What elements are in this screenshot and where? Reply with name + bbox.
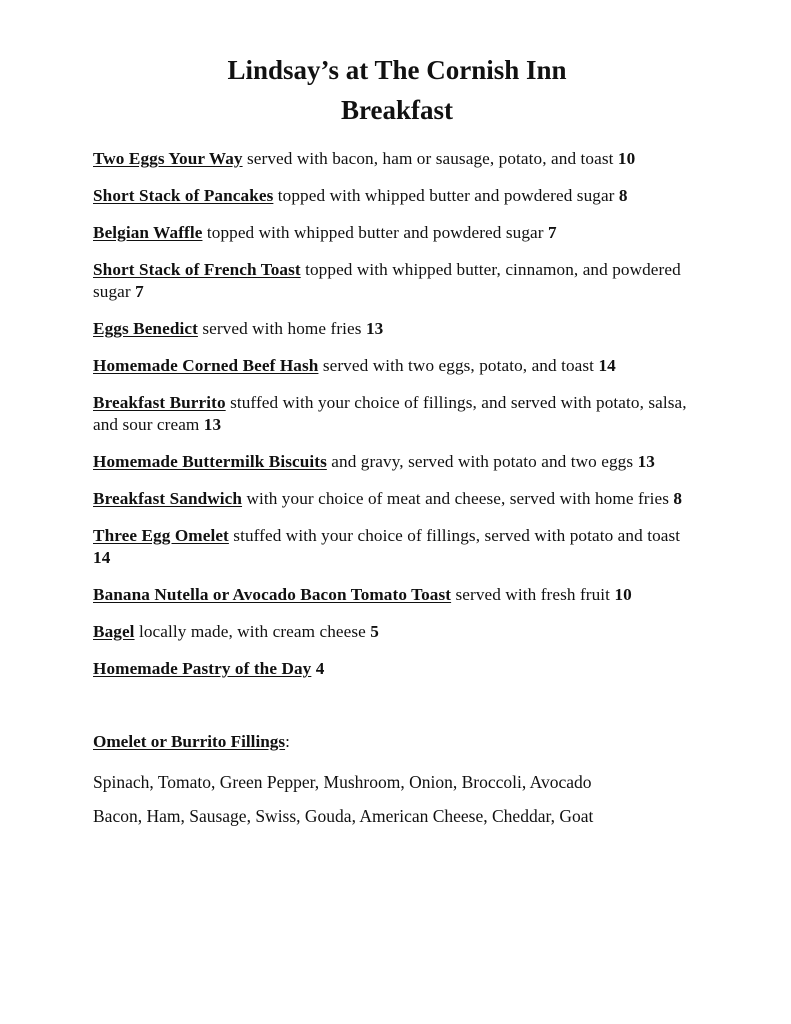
menu-item-name: Breakfast Burrito [93, 393, 226, 412]
menu-item [93, 148, 701, 170]
menu-item-price: 5 [370, 622, 379, 641]
menu-item-price: 8 [618, 186, 628, 205]
menu-items-list [93, 148, 701, 680]
menu-item-name: Short Stack of French Toast [93, 260, 301, 279]
menu-item-description: served with fresh fruit [455, 585, 611, 604]
menu-item-name: Banana Nutella or Avocado Bacon Tomato Toast [93, 585, 452, 604]
menu-item [93, 488, 701, 510]
meal-title: Breakfast [341, 95, 453, 125]
menu-item-name: Two Eggs Your Way [93, 149, 243, 168]
menu-item-name: Homemade Buttermilk Biscuits [93, 452, 327, 471]
restaurant-title: Lindsay’s at The Cornish Inn [227, 55, 567, 85]
menu-item [93, 525, 701, 569]
menu-item [93, 451, 701, 473]
menu-item-price: 7 [135, 282, 144, 301]
menu-item-name: Homemade Corned Beef Hash [93, 356, 319, 375]
menu-item [93, 584, 701, 606]
menu-item [93, 185, 701, 207]
menu-item [93, 355, 701, 377]
menu-item-description: served with bacon, ham or sausage, potato, and toast [246, 149, 614, 168]
menu-item [93, 658, 701, 680]
fillings-meats-cheeses: Bacon, Ham, Sausage, Swiss, Gouda, American Cheese, Cheddar, Goat [93, 806, 594, 826]
menu-item-name: Three Egg Omelet [93, 526, 229, 545]
menu-item-price: 4 [315, 659, 325, 678]
menu-item-description: served with home fries [202, 319, 362, 338]
menu-item [93, 259, 701, 303]
menu-item [93, 222, 701, 244]
menu-item-description: topped with whipped butter and powdered sugar [277, 186, 615, 205]
menu-item-description: stuffed with your choice of fillings, served with potato and toast [233, 526, 681, 545]
menu-item-price: 10 [617, 149, 636, 168]
menu-item-name: Belgian Waffle [93, 223, 203, 242]
fillings-heading [93, 731, 701, 753]
fillings-vegetables: Spinach, Tomato, Green Pepper, Mushroom, Onion, Broccoli, Avocado [93, 772, 592, 792]
menu-item-description: stuffed with your choice of fillings, and served with potato, salsa, and sour cream [93, 393, 687, 434]
fillings-heading-label: Omelet or Burrito Fillings [93, 732, 286, 751]
menu-item [93, 621, 701, 643]
menu-item-description: served with two eggs, potato, and toast [322, 356, 595, 375]
menu-item-description: topped with whipped butter, cinnamon, and powdered sugar [93, 260, 681, 301]
menu-item [93, 318, 701, 340]
menu-item-price: 14 [93, 548, 111, 567]
menu-item-name: Homemade Pastry of the Day [93, 659, 312, 678]
menu-item-description: with your choice of meat and cheese, served with home fries [246, 489, 669, 508]
menu-item-name: Bagel [93, 622, 135, 641]
menu-item-name: Breakfast Sandwich [93, 489, 243, 508]
menu-item-price: 13 [203, 415, 222, 434]
menu-item-price: 13 [637, 452, 655, 471]
menu-item-price: 8 [673, 489, 683, 508]
fillings-section [93, 731, 701, 827]
menu-item-name: Eggs Benedict [93, 319, 198, 338]
menu-item-description: and gravy, served with potato and two eggs [331, 452, 634, 471]
menu-item-price: 7 [548, 223, 557, 242]
menu-item [93, 392, 701, 436]
menu-item-description: topped with whipped butter and powdered sugar [206, 223, 544, 242]
fillings-heading-colon: : [285, 732, 290, 751]
menu-item-description: locally made, with cream cheese [138, 622, 366, 641]
menu-item-price: 10 [614, 585, 632, 604]
menu-header [93, 50, 701, 130]
menu-item-price: 13 [365, 319, 384, 338]
menu-item-price: 14 [598, 356, 616, 375]
menu-item-name: Short Stack of Pancakes [93, 186, 274, 205]
